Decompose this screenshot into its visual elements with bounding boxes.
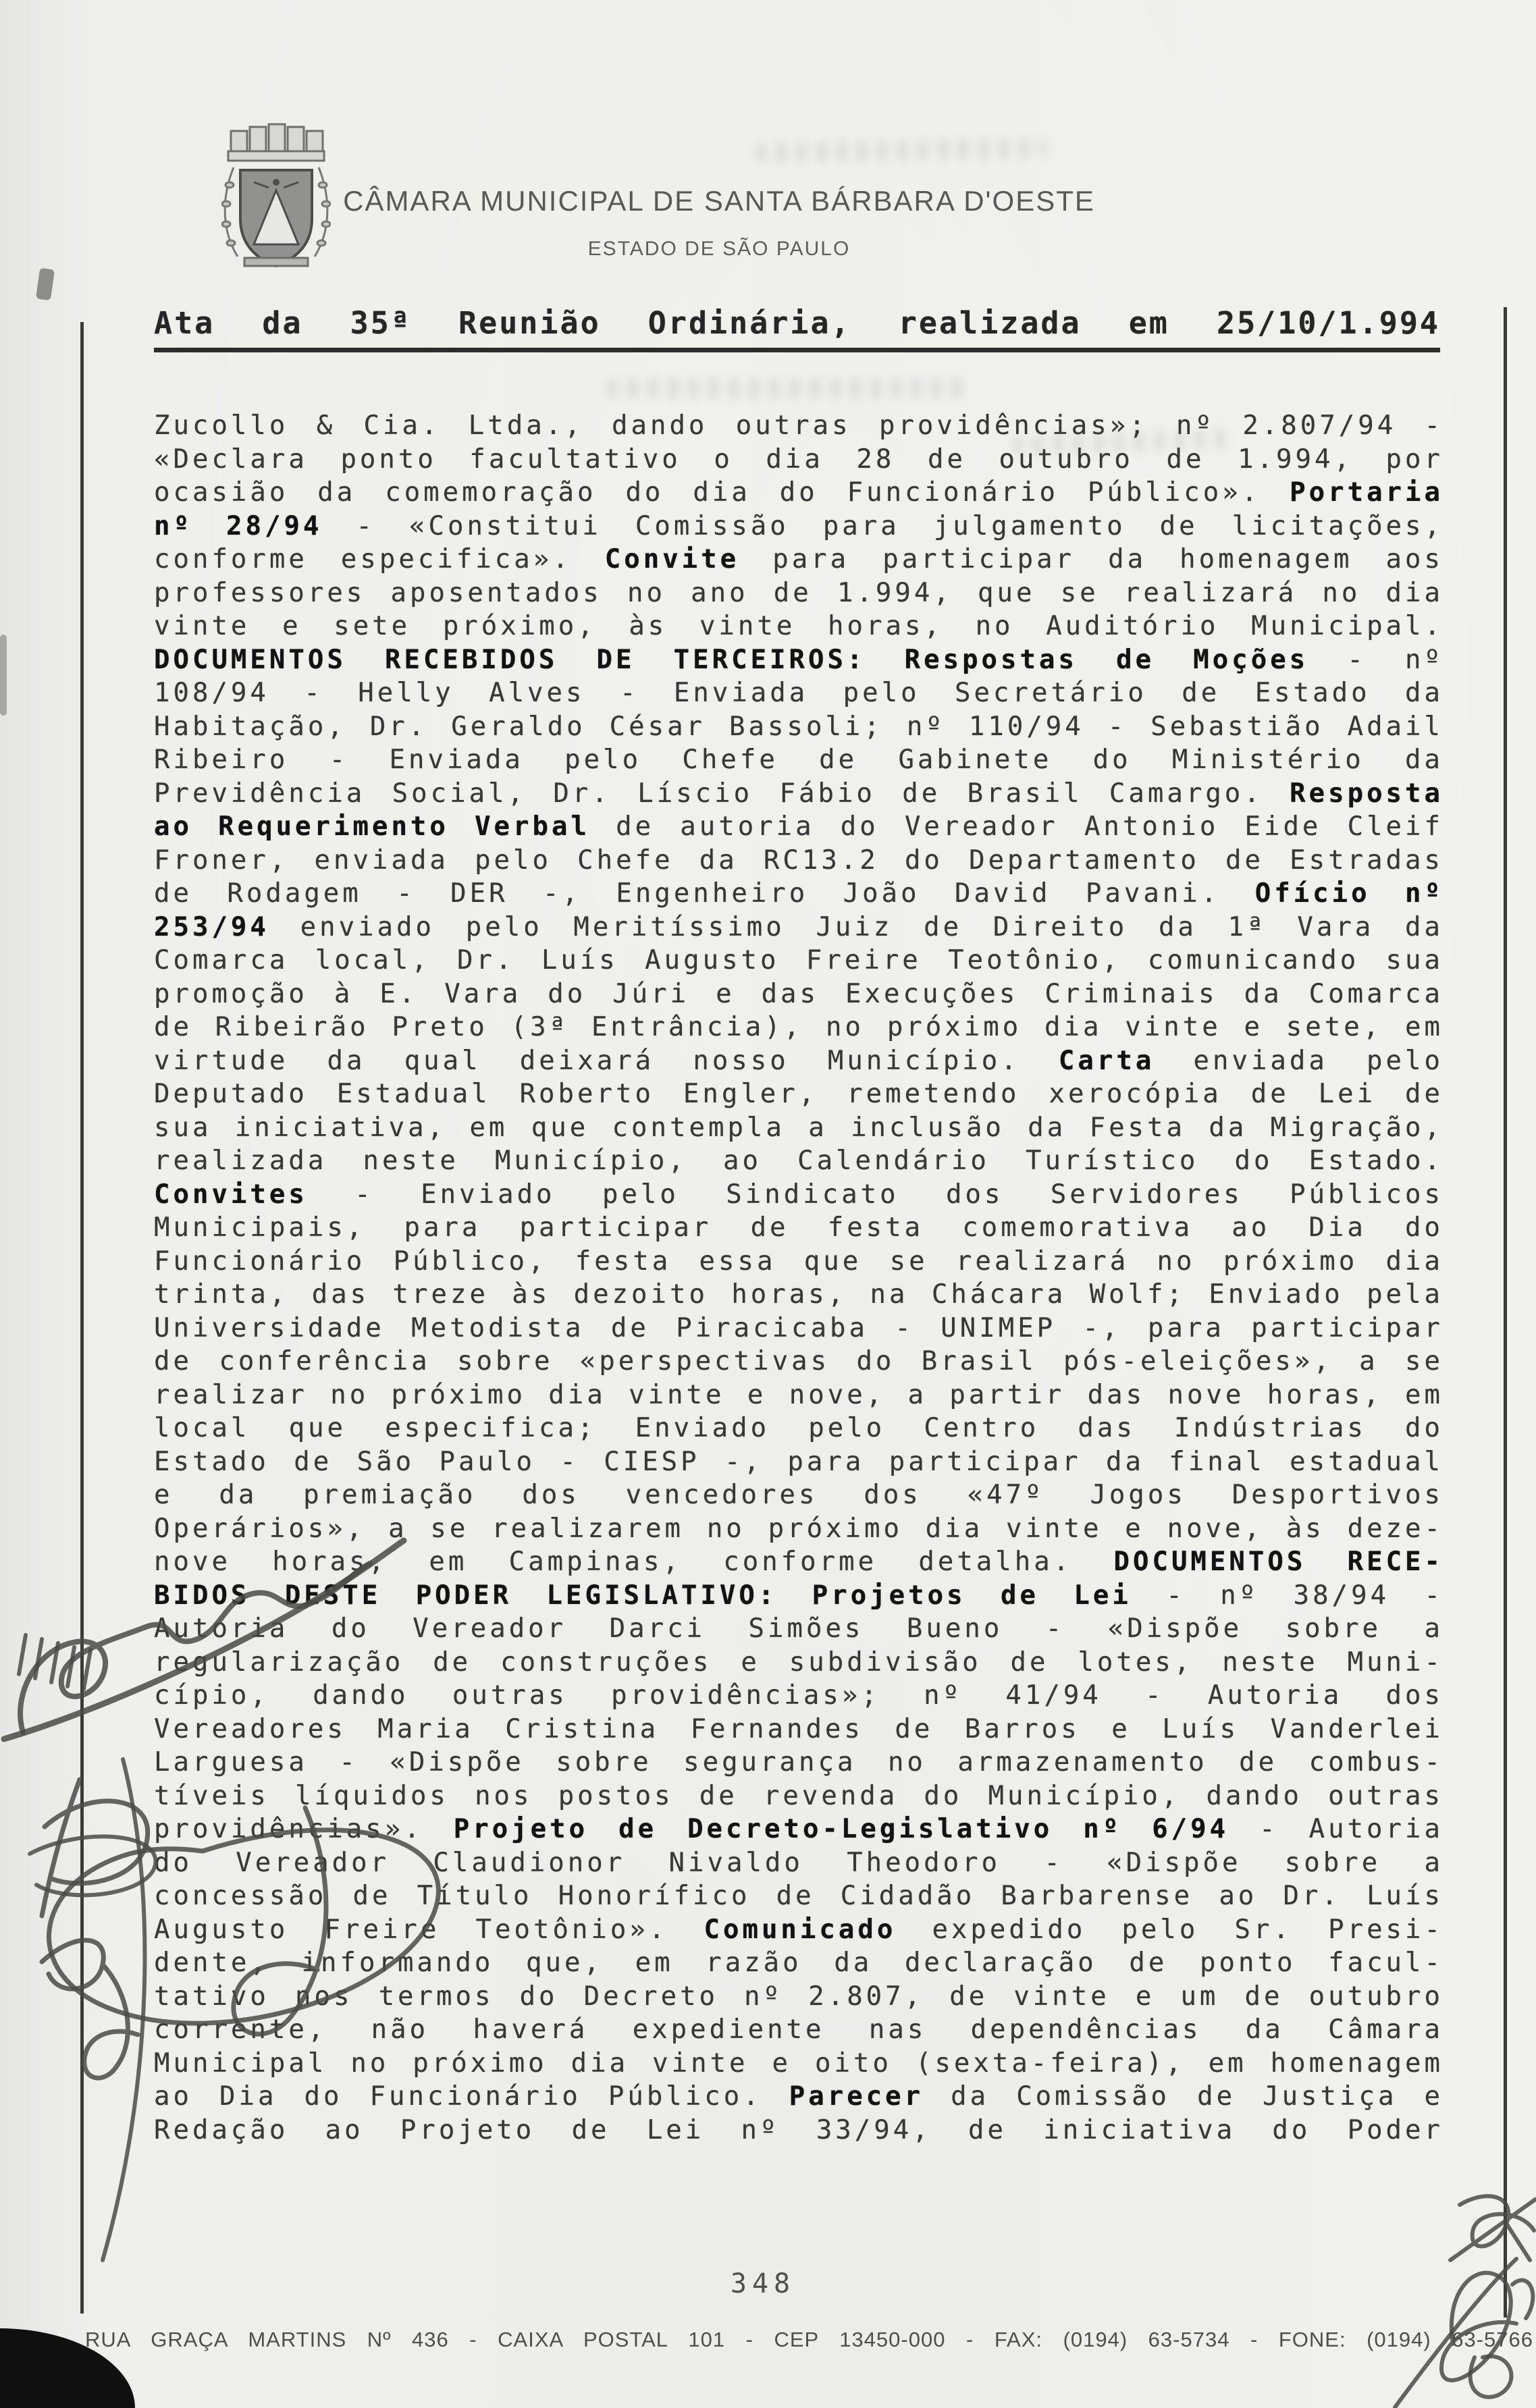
text-line: Froner, enviada pelo Chefe da RC13.2 do Departamento de Estradas — [154, 845, 1444, 876]
text-line: Municipais, para participar de festa comemorativa ao Dia do — [154, 1212, 1444, 1243]
text-line: Redação ao Projeto de Lei nº 33/94, de iniciativa do Poder — [154, 2114, 1444, 2145]
text-line: «Declara ponto facultativo o dia 28 de outubro de 1.994, por — [154, 444, 1444, 475]
left-margin-rule — [80, 322, 84, 2313]
scan-edge-mark — [36, 268, 55, 301]
text-line: Comarca local, Dr. Luís Augusto Freire Teotônio, comunicando sua — [154, 945, 1444, 975]
text-line: de Rodagem - DER -, Engenheiro João David Pavani. Ofício nº — [154, 878, 1444, 909]
text-line: realizada neste Município, ao Calendário Turístico do Estado. — [154, 1146, 1444, 1176]
text-line: Deputado Estadual Roberto Engler, remetendo xerocópia de Lei de — [154, 1079, 1444, 1109]
text-line: Operários», a se realizarem no próximo dia vinte e nove, às deze- — [154, 1513, 1444, 1544]
text-line: Zucollo & Cia. Ltda., dando outras providências»; nº 2.807/94 - — [154, 410, 1444, 441]
handwritten-long-tail — [103, 1759, 144, 2260]
text-line: e da premiação dos vencedores dos «47º Jogos Desportivos — [154, 1480, 1444, 1510]
handwritten-flourish-bottom — [1471, 2356, 1512, 2397]
text-line: concessão de Título Honorífico de Cidadão Barbarense ao Dr. Luís — [154, 1881, 1444, 1911]
text-line: tativo nos termos do Decreto nº 2.807, de vinte e um de outubro — [154, 1981, 1444, 2012]
letterhead-title: CÂMARA MUNICIPAL DE SANTA BÁRBARA D'OESTE — [343, 185, 1095, 217]
text-line: 253/94 enviado pelo Meritíssimo Juiz de Direito da 1ª Vara da — [154, 911, 1444, 942]
text-line: Estado de São Paulo - CIESP -, para participar da final estadual — [154, 1446, 1444, 1477]
scan-edge-mark — [0, 635, 7, 716]
text-line: ao Requerimento Verbal de autoria do Vereador Antonio Eide Cleif — [154, 811, 1444, 842]
text-line: regularização de construções e subdivisão de lotes, neste Muni- — [154, 1647, 1444, 1678]
text-line: Funcionário Público, festa essa que se realizará no próximo dia — [154, 1246, 1444, 1277]
footer-address: RUA GRAÇA MARTINS Nº 436 - CAIXA POSTAL 101 - CEP 13450-000 - FAX: (0194) 63-5734 - FONE: (0194) 63-5766 — [85, 2328, 1533, 2351]
handwritten-p-mark — [42, 1780, 148, 1916]
document-title: Ata da 35ª Reunião Ordinária, realizada em 25/10/1.994 — [154, 308, 1440, 352]
text-line: vinte e sete próximo, às vinte horas, no Auditório Municipal. — [154, 611, 1444, 641]
text-line: trinta, das treze às dezoito horas, na Chácara Wolf; Enviado pela — [154, 1279, 1444, 1310]
text-line: ao Dia do Funcionário Público. Parecer da Comissão de Justiça e — [154, 2081, 1444, 2112]
text-line: corrente, não haverá expediente nas dependências da Câmara — [154, 2014, 1444, 2045]
text-line: providências». Projeto de Decreto-Legislativo nº 6/94 - Autoria — [154, 1814, 1444, 1844]
text-line: virtude da qual deixará nosso Município. Carta enviada pelo — [154, 1045, 1444, 1076]
text-line: promoção à E. Vara do Júri e das Execuções Criminais da Comarca — [154, 978, 1444, 1009]
text-line: Vereadores Maria Cristina Fernandes de Barros e Luís Vanderlei — [154, 1713, 1444, 1744]
text-line: de Ribeirão Preto (3ª Entrância), no próximo dia vinte e sete, em — [154, 1012, 1444, 1042]
page-number: 348 — [730, 2268, 796, 2299]
text-line: Habitação, Dr. Geraldo César Bassoli; nº 110/94 - Sebastião Adail — [154, 711, 1444, 742]
text-line: Previdência Social, Dr. Líscio Fábio de Brasil Camargo. Resposta — [154, 778, 1444, 809]
text-line: BIDOS DESTE PODER LEGISLATIVO: Projetos de Lei - nº 38/94 - — [154, 1580, 1444, 1611]
text-line: Autoria do Vereador Darci Simões Bueno - «Dispõe sobre a — [154, 1613, 1444, 1644]
handwritten-scribble-right — [1450, 2196, 1535, 2260]
text-line: nove horas, em Campinas, conforme detalha. DOCUMENTOS RECE- — [154, 1547, 1444, 1577]
text-line: tíveis líquidos nos postos de revenda do Município, dando outras — [154, 1780, 1444, 1811]
text-line: Municipal no próximo dia vinte e oito (sexta-feira), em homenagem — [154, 2048, 1444, 2079]
ink-bleed-smudge — [756, 138, 1047, 163]
text-line: 108/94 - Helly Alves - Enviada pelo Secretário de Estado da — [154, 678, 1444, 708]
letterhead-subtitle: ESTADO DE SÃO PAULO — [587, 238, 851, 260]
text-line: Ribeiro - Enviada pelo Chefe de Gabinete do Ministério da — [154, 745, 1444, 775]
text-line: Larguesa - «Dispõe sobre segurança no armazenamento de combus- — [154, 1747, 1444, 1777]
text-line: dente, informando que, em razão da declaração de ponto facul- — [154, 1948, 1444, 1978]
handwritten-signature-lower-left — [42, 1940, 138, 2078]
text-line: do Vereador Claudionor Nivaldo Theodoro - «Dispõe sobre a — [154, 1847, 1444, 1878]
handwritten-ellipse-mark — [30, 1836, 155, 1895]
text-line: Augusto Freire Teotônio». Comunicado expedido pelo Sr. Presi- — [154, 1914, 1444, 1945]
text-line: conforme especifica». Convite para participar da homenagem aos — [154, 544, 1444, 574]
text-line: local que especifica; Enviado pelo Centro das Indústrias do — [154, 1413, 1444, 1443]
minutes-text — [154, 409, 1444, 2147]
text-line: Convites - Enviado pelo Sindicato dos Servidores Públicos — [154, 1179, 1444, 1210]
text-line: nº 28/94 - «Constitui Comissão para julgamento de licitações, — [154, 510, 1444, 541]
ink-bleed-smudge — [608, 378, 972, 398]
text-line: professores aposentados no ano de 1.994, que se realizará no dia — [154, 577, 1444, 608]
text-line: de conferência sobre «perspectivas do Brasil pós-eleições», a se — [154, 1346, 1444, 1376]
text-line: realizar no próximo dia vinte e nove, a partir das nove horas, em — [154, 1379, 1444, 1410]
text-line: DOCUMENTOS RECEBIDOS DE TERCEIROS: Respostas de Moções - nº — [154, 644, 1444, 675]
text-line: ocasião da comemoração do dia do Funcionário Público». Portaria — [154, 477, 1444, 508]
handwritten-flourish-loops — [1441, 2273, 1533, 2380]
text-line: sua iniciativa, em que contempla a inclusão da Festa da Migração, — [154, 1112, 1444, 1143]
text-line: Universidade Metodista de Piracicaba - UNIMEP -, para participar — [154, 1312, 1444, 1343]
right-margin-rule — [1504, 307, 1507, 2318]
text-line: cípio, dando outras providências»; nº 41/94 - Autoria dos — [154, 1680, 1444, 1711]
